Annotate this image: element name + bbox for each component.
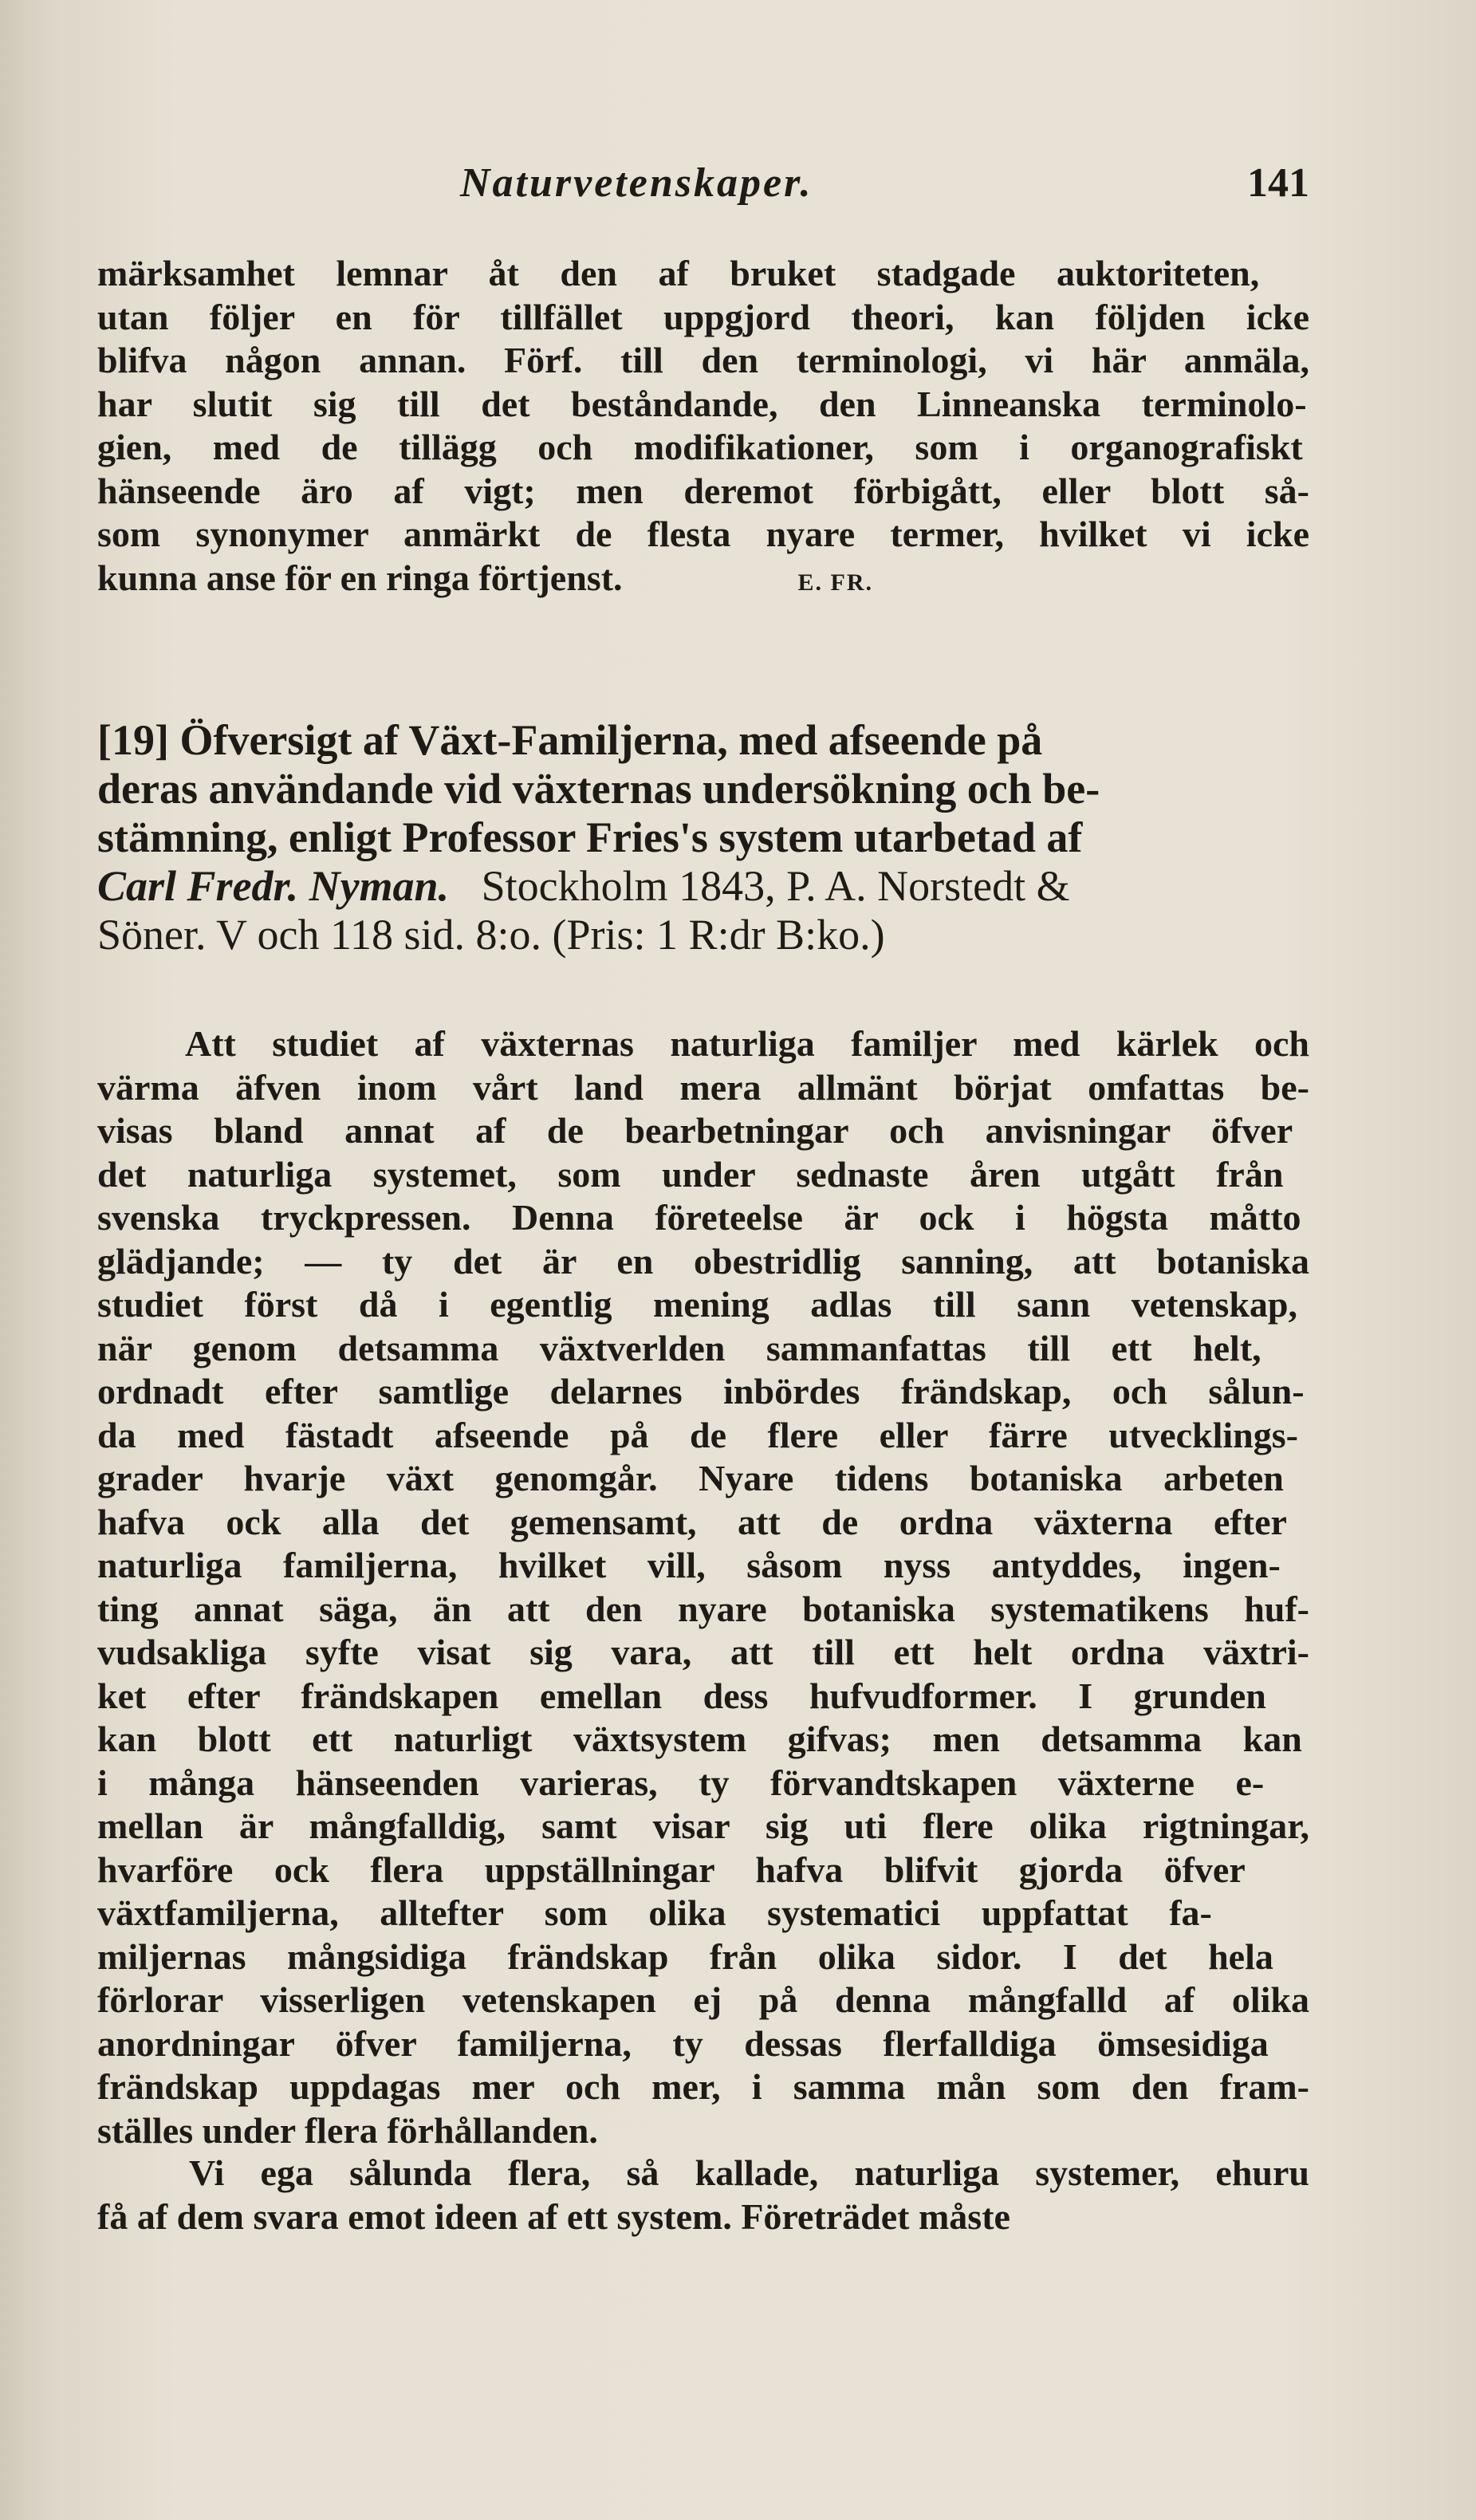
- text-line: hvarföre ock flera uppställningar hafva blifvit gjorda öfver: [97, 1849, 1246, 1890]
- page-header: [97, 159, 1309, 223]
- body-paragraph-1: [97, 1022, 1309, 2152]
- text-line: har slutit sig till det beståndande, den Linneanska terminolo-: [97, 383, 1307, 424]
- page-number: 141: [1247, 160, 1309, 206]
- text-line: värma äfven inom vårt land mera allmänt börjat omfattas be-: [97, 1066, 1309, 1108]
- text-line: märksamhet lemnar åt den af bruket stadgade auktoriteten,: [97, 253, 1260, 293]
- text-line: ställes under flera förhållanden.: [97, 2109, 598, 2151]
- review-publication-line: Söner. V och 118 sid. 8:o. (Pris: 1 R:dr B:ko.): [97, 911, 885, 959]
- text-line: som synonymer anmärkt de flesta nyare termer, hvilket vi icke: [97, 514, 1309, 554]
- text-line: vudsakliga syfte visat sig vara, att till ett helt ordna växtri-: [97, 1632, 1309, 1672]
- text-line: kan blott ett naturligt växtsystem gifvas; men detsamma kan: [97, 1719, 1302, 1759]
- text-line: förlorar visserligen vetenskapen ej på denna mångfalld af olika: [97, 1979, 1309, 2020]
- review-author-line: [97, 862, 1309, 911]
- text-line: hafva ock alla det gemensamt, att de ordna växterna efter: [97, 1501, 1287, 1542]
- author-name: Carl Fredr. Nyman.: [97, 862, 450, 910]
- review-title-line: deras användande vid växternas undersökning och be-: [97, 765, 1100, 813]
- intro-paragraph: [97, 252, 1309, 600]
- text-line: studiet först då i egentlig mening adlas till sann vetenskap,: [97, 1284, 1297, 1325]
- text-line: växtfamiljerna, alltefter som olika systematici uppfattat fa-: [97, 1892, 1212, 1933]
- imprint: Stockholm 1843, P. A. Norstedt &: [481, 862, 1070, 910]
- text-line: det naturliga systemet, som under sednaste åren utgått från: [97, 1153, 1284, 1195]
- text-line: hänseende äro af vigt; men deremot förbigått, eller blott så-: [97, 470, 1309, 511]
- body-paragraph-2: [97, 2152, 1309, 2238]
- review-title-line: stämning, enligt Professor Fries's system utarbetad af: [97, 813, 1083, 861]
- text-line: blifva någon annan. Förf. till den terminologi, vi här anmäla,: [97, 340, 1309, 380]
- text-line-with-signature: [97, 557, 1309, 600]
- text-line: grader hvarje växt genomgår. Nyare tidens botaniska arbeten: [97, 1458, 1284, 1498]
- text-line: i många hänseenden varieras, ty förvandtskapen växterne e-: [97, 1762, 1265, 1803]
- text-line: svenska tryckpressen. Denna företeelse är ock i högsta måtto: [97, 1197, 1301, 1238]
- review-title-line: [19] Öfversigt af Växt-Familjerna, med afseende på: [97, 716, 1043, 764]
- text-line: naturliga familjerna, hvilket vill, såsom nyss antyddes, ingen-: [97, 1545, 1281, 1585]
- text-line: ket efter frändskapen emellan dess hufvudformer. I grunden: [97, 1675, 1266, 1716]
- text-line: mellan är mångfalldig, samt visar sig uti flere olika rigtningar,: [97, 1805, 1309, 1846]
- text-line: frändskap uppdagas mer och mer, i samma mån som den fram-: [97, 2066, 1309, 2107]
- text-line: visas bland annat af de bearbetningar och anvisningar öfver: [97, 1110, 1293, 1151]
- text-line: glädjande; — ty det är en obestridlig sanning, att botaniska: [97, 1240, 1309, 1282]
- text-line: kunna anse för en ringa förtjenst.: [97, 557, 623, 598]
- text-line: utan följer en för tillfället uppgjord theori, kan följden icke: [97, 296, 1309, 337]
- review-heading: [97, 716, 1309, 959]
- running-head: Naturvetenskaper.: [460, 160, 813, 206]
- text-line: da med fästadt afseende på de flere eller färre utvecklings-: [97, 1414, 1298, 1455]
- text-line: anordningar öfver familjerna, ty dessas flerfalldiga ömsesidiga: [97, 2022, 1269, 2064]
- text-line: gien, med de tillägg och modifikationer, som i organografiskt: [97, 427, 1303, 467]
- text-line: Vi ega sålunda flera, så kallade, naturliga systemer, ehuru: [189, 2152, 1309, 2193]
- text-line: miljernas mångsidiga frändskap från olika sidor. I det hela: [97, 1935, 1273, 1977]
- text-line: när genom detsamma växtverlden sammanfattas till ett helt,: [97, 1327, 1261, 1368]
- text-line: få af dem svara emot ideen af ett system. Företrädet måste: [97, 2195, 1010, 2237]
- reviewer-signature: E. FR.: [797, 569, 874, 596]
- text-line: Att studiet af växternas naturliga familjer med kärlek och: [185, 1023, 1309, 1064]
- text-line: ordnadt efter samtlige delarnes inbördes frändskap, och sålun-: [97, 1371, 1305, 1412]
- text-line: ting annat säga, än att den nyare botaniska systematikens huf-: [97, 1588, 1309, 1629]
